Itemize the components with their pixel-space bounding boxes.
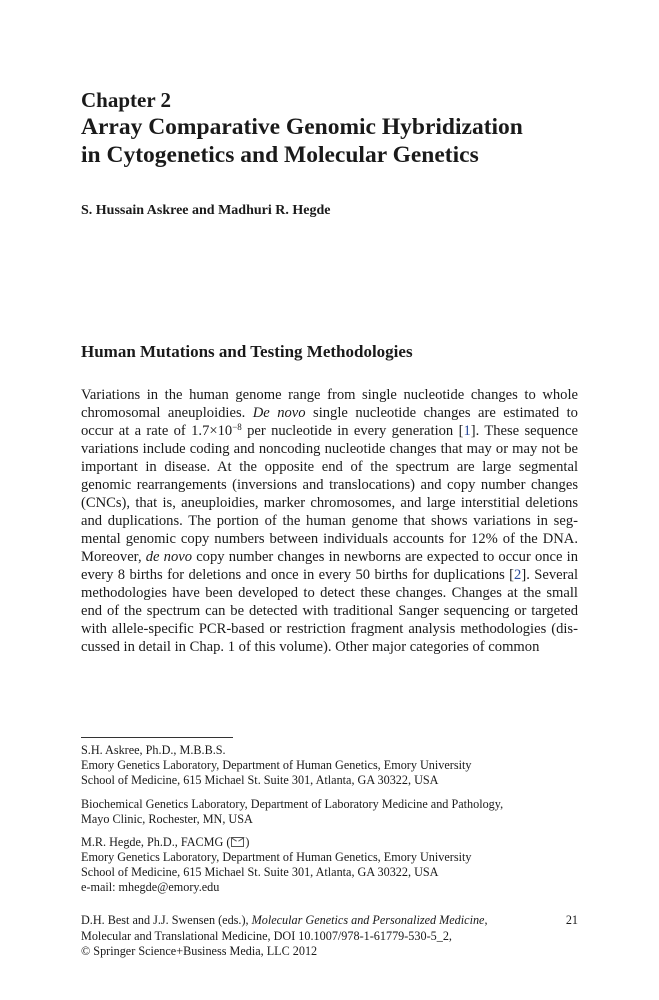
affiliation-line: Biochemical Genetics Laboratory, Department of Laboratory Medicine and Pathology, — [81, 797, 504, 811]
publisher-line: Molecular and Translational Medicine, DOI 10.1007/978-1-61779-530-5_2, — [81, 928, 452, 943]
affiliation-line: Emory Genetics Laboratory, Department of Human Genetics, Emory University — [81, 850, 472, 864]
affiliation-name: M.R. Hegde, Ph.D., FACMG ( — [81, 835, 231, 849]
author-list: S. Hussain Askree and Madhuri R. Hegde — [81, 203, 331, 218]
body-text-segment: Variations in the human genome range from single nucleotide changes to whole chromosomal aneuploidies. — [81, 387, 578, 421]
chapter-title-line-2: in Cytogenetics and Molecular Genetics — [81, 142, 479, 168]
book-title: Molecular Genetics and Personalized Medicine — [251, 913, 485, 927]
body-text-segment: copy number changes in newborns are expected to occur once in every 8 births for deletions and once in every 50 births for duplications [ — [81, 549, 578, 583]
copyright-line: © Springer Science+Business Media, LLC 2012 — [81, 944, 318, 958]
body-italic-de-novo: de novo — [145, 549, 193, 565]
affiliation-line: Emory Genetics Laboratory, Department of Human Genetics, Emory University — [81, 758, 472, 772]
page-number: 21 — [565, 913, 578, 927]
email-address[interactable]: e-mail: mhegde@emory.edu — [81, 880, 220, 894]
body-italic-de-novo: De novo — [252, 405, 306, 421]
affiliation-line: S.H. Askree, Ph.D., M.B.B.S. — [81, 743, 226, 757]
publisher-line — [81, 913, 578, 929]
footnote-divider — [81, 737, 233, 738]
affiliation-mayo — [81, 797, 581, 827]
envelope-icon — [231, 837, 244, 847]
citation-link-2[interactable]: 2 — [514, 567, 522, 583]
body-text-segment: ]. Several methodologies have been developed to detect these changes. Changes at the small end of the spectrum can be detected with traditional Sanger sequencing or targeted with allele-specific PCR-based or restriction fragment analysis methodologies (discussed in detail in Chap. 1 of this volume). Other major categories of common — [81, 567, 578, 655]
body-text-segment: single nucleotide changes are estimated to occur at a rate of 1.7×10 — [81, 405, 578, 439]
affiliation-line: Mayo Clinic, Rochester, MN, USA — [81, 812, 253, 826]
comma: , — [484, 913, 488, 927]
section-heading: Human Mutations and Testing Methodologies — [81, 342, 413, 361]
exponent: −8 — [232, 422, 242, 432]
affiliation-line: School of Medicine, 615 Michael St. Suite 301, Atlanta, GA 30322, USA — [81, 865, 439, 879]
affiliation-line: School of Medicine, 615 Michael St. Suite 301, Atlanta, GA 30322, USA — [81, 773, 439, 787]
citation-link-1[interactable]: 1 — [463, 423, 471, 439]
chapter-label: Chapter 2 — [81, 88, 172, 112]
body-text-segment: ]. These sequence variations include coding and noncoding nucleotide changes that may or may not be important in disease. At the opposite end of the spectrum are large segmental genomic rearrangements (inversions and translocations) and copy number changes (CNCs), that is, aneuploidies, marker chromosomes, and large interstitial deletions and duplications. The portion of the human genome that shows variations in segmental genomic copy numbers between individuals accounts for 12% of the DNA. Moreover, — [81, 423, 578, 565]
chapter-title-line-1: Array Comparative Genomic Hybridization — [81, 114, 523, 140]
publisher-info — [81, 913, 578, 960]
chapter-title — [81, 113, 601, 169]
editors: D.H. Best and J.J. Swensen (eds.), — [81, 913, 252, 927]
body-paragraph — [81, 386, 578, 656]
affiliation-paren: ) — [245, 835, 250, 849]
affiliation-hegde — [81, 835, 581, 895]
affiliation-line — [81, 835, 581, 850]
affiliation-askree — [81, 743, 581, 788]
body-text-segment: per nucleotide in every generation [ — [241, 423, 464, 439]
